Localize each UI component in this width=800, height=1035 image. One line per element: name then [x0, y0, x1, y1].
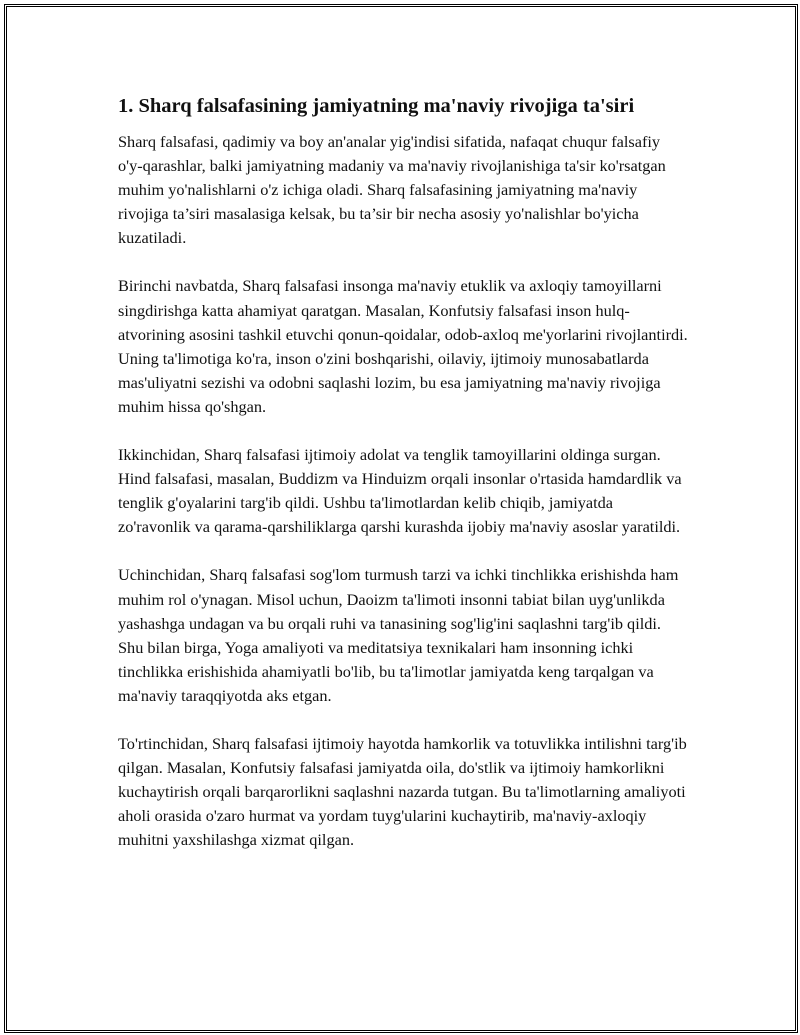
- paragraph-fourth-point: To'rtinchidan, Sharq falsafasi ijtimoiy hayotda hamkorlik va totuvlikka intilishni targ'ib qilgan. Masalan, Konfutsiy falsafasi jamiyatda oila, do'stlik va ijtimoiy hamkorlikni kuchaytirish orqali barqarorlikni saqlashni nazarda tutgan. Bu ta'limotlarning amaliyoti aholi orasida o'zaro hurmat va yordam tuyg'ularini kuchaytirib, ma'naviy-axloqiy muhitni yaxshilashga xizmat qilgan.: [118, 733, 687, 850]
- paragraph-second-point: Ikkinchidan, Sharq falsafasi ijtimoiy adolat va tenglik tamoyillarini oldinga surgan. Hind falsafasi, masalan, Buddizm va Hinduizm orqali insonlar o'rtasida hamdardlik va tenglik g'oyalarini targ'ib qildi. Ushbu ta'limotlardan kelib chiqib, jamiyatda zo'ravonlik va qarama-qarshiliklarga qarshi kurashda ijobiy ma'naviy asoslar yaratildi.: [118, 445, 682, 537]
- paragraph-third-point: Uchinchidan, Sharq falsafasi sog'lom turmush tarzi va ichki tinchlikka erishishda ham muhim rol o'ynagan. Misol uchun, Daoizm ta'limoti insonni tabiat bilan uyg'unlikda yashashga undagan va bu orqali ruhi va tanasining sog'lig'ini saqlashni targ'ib qildi. Shu bilan birga, Yoga amaliyoti va meditatsiya texnikalari ham insonning ichki tinchlikka erishishida ahamiyatli bo'lib, bu ta'limotlar jamiyatda keng tarqalgan va ma'naviy taraqqiyotda aks etgan.: [118, 565, 679, 705]
- document-body: [118, 92, 688, 876]
- document-title: 1. Sharq falsafasining jamiyatning ma'naviy rivojiga ta'siri: [118, 95, 635, 117]
- paragraph-first-point: Birinchi navbatda, Sharq falsafasi insonga ma'naviy etuklik va axloqiy tamoyillarni singdirishga katta ahamiyat qaratgan. Masalan, Konfutsiy falsafasi inson hulq-atvorining asosini tashkil etuvchi qonun-qoidalar, odob-axloq me'yorlarini rivojlantirdi. Uning ta'limotiga ko'ra, inson o'zini boshqarishi, oilaviy, ijtimoiy munosabatlarda mas'uliyatni sezishi va odobni saqlashi lozim, bu esa jamiyatning ma'naviy rivojiga muhim hissa qo'shgan.: [118, 276, 688, 416]
- paragraph-intro: Sharq falsafasi, qadimiy va boy an'analar yig'indisi sifatida, nafaqat chuqur falsafiy o'y-qarashlar, balki jamiyatning madaniy va ma'naviy rivojlanishiga ta'sir ko'rsatgan muhim yo'nalishlarni o'z ichiga oladi. Sharq falsafasining jamiyatning ma'naviy rivojiga ta’siri masalasiga kelsak, bu ta’sir bir necha asosiy yo'nalishlar bo'yicha kuzatiladi.: [118, 132, 666, 248]
